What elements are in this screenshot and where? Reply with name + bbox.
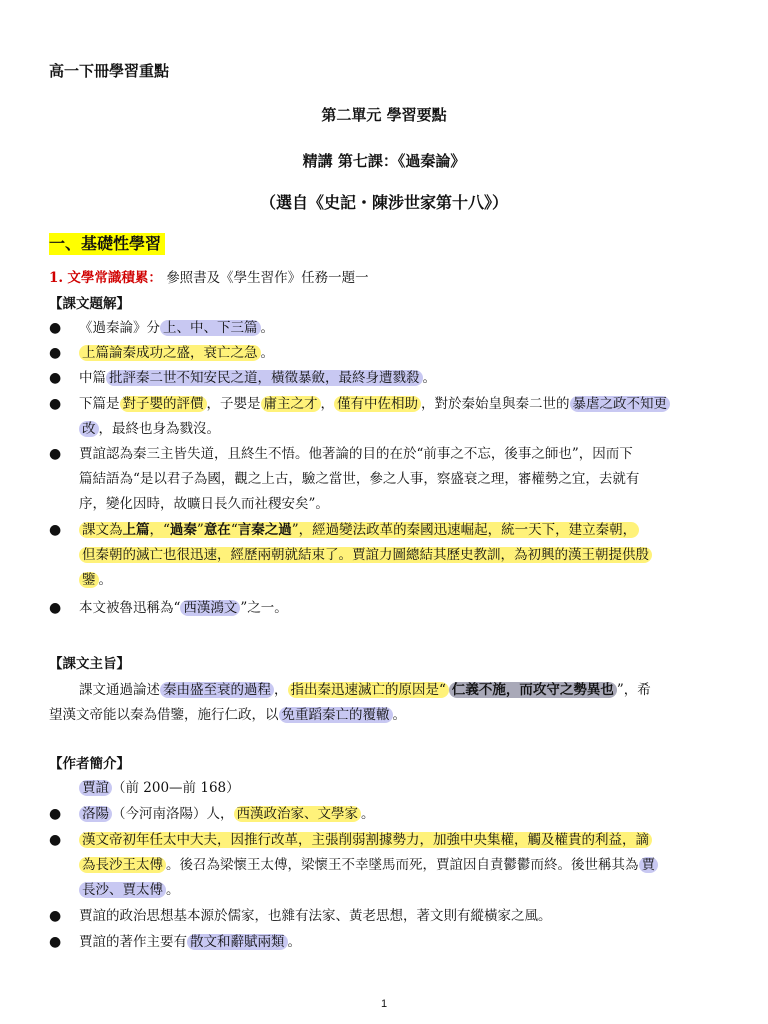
lesson-title: 精講 第七課：《過秦論》	[302, 152, 466, 170]
text: 。	[361, 806, 375, 822]
bullet-icon: ●	[49, 522, 62, 538]
bullet-icon: ●	[49, 806, 62, 822]
text: 《過秦論》分	[79, 320, 160, 336]
text: 意在	[203, 522, 231, 538]
text: 言秦之過	[237, 522, 292, 538]
highlight-blue: 上、中、下三篇	[160, 320, 261, 336]
highlight-blue: 西漢鴻文	[180, 600, 240, 616]
text: 。	[392, 707, 406, 723]
highlight-blue: 賈誼	[79, 780, 112, 796]
highlight-yellow: 西漢政治家、文學家	[234, 806, 362, 822]
highlight-blue: 免重蹈秦亡的覆轍	[279, 707, 393, 723]
text: “	[230, 522, 238, 538]
text: ，“	[149, 522, 170, 538]
text: 篇結語為“是以君子為國，觀之上古，驗之當世，參之人事，察盛衰之理，審權勢之宜，去就有	[79, 471, 640, 487]
item-number: 1.	[49, 270, 64, 286]
bullet-icon: ●	[49, 600, 62, 616]
text: 。	[260, 345, 274, 361]
literary-knowledge-item	[49, 268, 369, 288]
bullet-icon: ●	[49, 396, 62, 412]
bullet-icon: ●	[49, 345, 62, 361]
text: ”，經過變法政革的秦國迅速崛起，統一天下，建立秦朝，	[291, 522, 637, 538]
highlight-yellow: 但秦朝的滅亡也很迅速，經歷兩朝就結束了。賈誼力圖總結其歷史教訓，為初興的漢王朝提供殷	[79, 547, 652, 563]
highlight-gray: 仁義不施，而攻守之勢異也	[449, 682, 617, 698]
text: ，對於秦始皇與秦二世的	[421, 396, 570, 412]
text: ”	[196, 522, 204, 538]
highlight-blue: 批評秦二世不知安民之道，橫徵暴斂，最終身遭戮殺	[106, 370, 423, 386]
text: ”，希	[616, 682, 651, 698]
highlight-yellow: 漢文帝初年任太中大夫，因推行改革，主張削弱割據勢力，加強中央集權，觸及權貴的利益，謫	[79, 832, 652, 848]
highlight-yellow: 庸主之才	[261, 396, 321, 412]
text: 指出秦迅速滅亡的原因是	[290, 682, 439, 698]
page-header: 高一下冊學習重點	[49, 62, 170, 80]
text: 。	[422, 370, 436, 386]
text: “	[439, 682, 446, 698]
bullet-icon: ●	[49, 370, 62, 386]
text: 課文為	[82, 522, 123, 538]
text: ”之一。	[240, 600, 288, 616]
highlight-yellow: 為長沙王太傅	[79, 857, 166, 873]
text: 中篇	[79, 370, 106, 386]
highlight-blue: 秦由盛至衰的過程	[160, 682, 274, 698]
highlight-blue: 暴虐之政不知更	[570, 396, 671, 412]
text: 序，變化因時，故曠日長久而社稷安矣”。	[79, 496, 329, 512]
highlight-blue: 洛陽	[79, 806, 112, 822]
text: ，	[274, 682, 288, 698]
text: 。	[98, 572, 112, 588]
highlight-blue: 長沙、賈太傅	[79, 882, 166, 898]
text: 。	[166, 882, 180, 898]
highlight-yellow: 對子嬰的評價	[120, 396, 207, 412]
text: （前 200—前 168）	[112, 780, 240, 796]
theme-title: 【課文主旨】	[49, 656, 130, 672]
text: 下篇是	[79, 396, 120, 412]
text: ，最終也身為戮沒。	[98, 421, 220, 437]
bullet-icon: ●	[49, 320, 62, 336]
theme-line-2	[49, 703, 406, 727]
highlight-blue: 賈	[639, 857, 659, 873]
text: 賈誼的著作主要有	[79, 934, 187, 950]
text: 過秦	[169, 522, 197, 538]
item-text: 參照書及《學生習作》任務一題一	[166, 270, 369, 286]
text: ，	[320, 396, 334, 412]
source-title: （選自《史記・陳涉世家第十八》）	[259, 193, 508, 212]
highlight-blue: 改	[79, 421, 99, 437]
author-title: 【作者簡介】	[49, 756, 130, 772]
bullet-icon: ●	[49, 934, 62, 950]
bullet-icon: ●	[49, 446, 62, 462]
explanation-title: 【課文題解】	[49, 296, 130, 312]
text: （今河南洛陽）人，	[112, 806, 234, 822]
item-title: 文學常識積累：	[67, 270, 162, 286]
text: 。	[260, 320, 274, 336]
text: 賈誼的政治思想基本源於儒家，也雜有法家、黃老思想，著文則有縱橫家之風。	[79, 908, 552, 924]
unit-title: 第二單元 學習要點	[321, 106, 447, 124]
author-name	[79, 777, 240, 799]
bullet-icon: ●	[49, 908, 62, 924]
highlight-yellow: 僅有中佐相助	[334, 396, 421, 412]
bullet-icon: ●	[49, 832, 62, 848]
text: 賈誼認為秦三主皆失道，且終生不悟。他著論的目的在於“前事之不忘，後事之師也”，因而下	[79, 446, 633, 462]
text: 。後召為梁懷王太傅，梁懷王不幸墜馬而死，賈誼因自責鬱鬱而終。後世稱其為	[166, 857, 639, 873]
highlight-yellow: 上篇論秦成功之盛，衰亡之急	[79, 345, 261, 361]
text: 課文通過論述	[79, 682, 160, 698]
text: 本文被魯迅稱為“	[79, 600, 181, 616]
text: 。	[287, 934, 301, 950]
text: 望漢文帝能以秦為借鑒，施行仁政，以	[49, 707, 279, 723]
text: ，子嬰是	[206, 396, 261, 412]
text: 上篇	[122, 522, 150, 538]
highlight-blue: 散文和辭賦兩類	[187, 934, 288, 950]
section-heading-basic: 一、基礎性學習	[49, 233, 165, 255]
highlight-yellow: 鑒	[79, 572, 99, 588]
page-number: 1	[380, 998, 388, 1010]
theme-line-1	[79, 678, 651, 702]
